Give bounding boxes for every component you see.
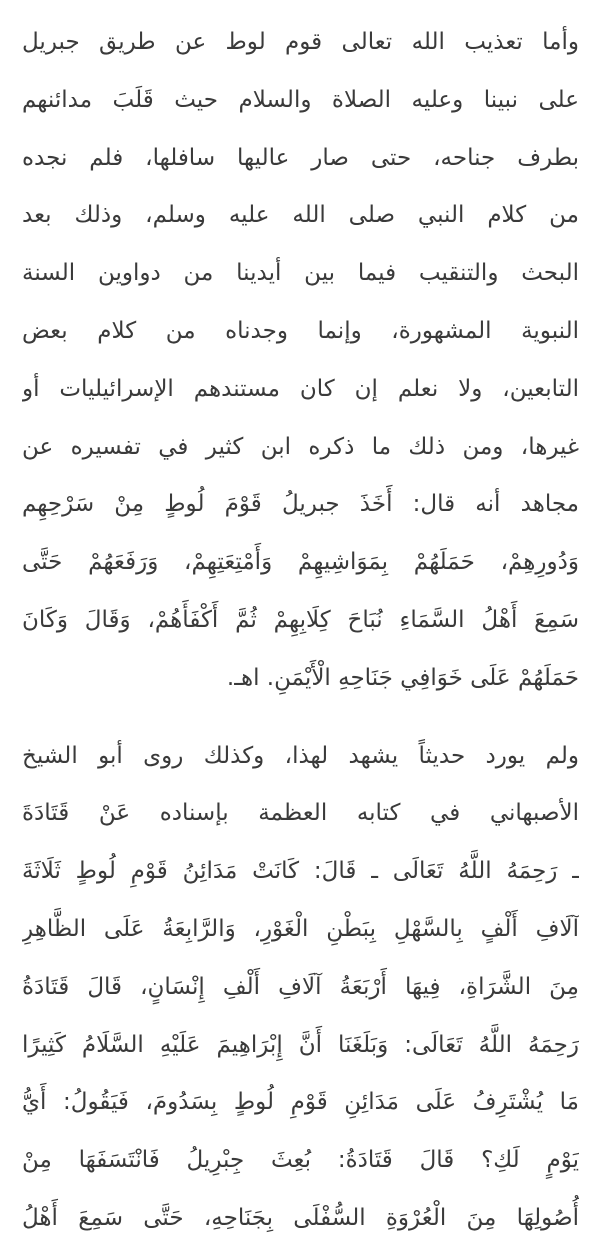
text-line: مَا يُشْتَرِفُ عَلَى مَدَائِنِ قَوْمِ لُوطٍ بِسَدُومَ، فَيَقُولُ: أَيُّ [22, 1089, 579, 1116]
text-line: مِنَ الشَّرَاةِ، فِيهَا أَرْبَعَةُ آلَافِ أَلْفِ إِنْسَانٍ، قَالَ قَتَادَةُ [22, 973, 579, 1000]
text-line: آلَافِ أَلْفٍ بِالسَّهْلِ بِبَطْنِ الْغَوْرِ، وَالرَّابِعَةُ عَلَى الظَّاهِرِ [22, 915, 579, 942]
paragraph-2 [22, 728, 579, 1248]
text-line: رَحِمَهُ اللَّهُ تَعَالَى: وَبَلَغَنَا أَنَّ إِبْرَاهِيمَ عَلَيْهِ السَّلَامُ كَثِيرًا [22, 1031, 579, 1058]
text-line: ـ رَحِمَهُ اللَّهُ تَعَالَى ـ قَالَ: كَانَتْ مَدَائِنُ قَوْمِ لُوطٍ ثَلَاثَةَ [22, 858, 579, 885]
text-line: حَمَلَهُمْ عَلَى خَوَافِي جَنَاحِهِ الْأَيْمَنِ. اهـ. [226, 664, 579, 691]
text-line: البحث والتنقيب فيما بين أيدينا من دواوين السنة [22, 260, 579, 287]
text-line: على نبينا وعليه الصلاة والسلام حيث قَلَبَ مدائنهم [22, 86, 579, 113]
text-line: الأصبهاني في كتابه العظمة بإسناده عَنْ قَتَادَةَ [22, 800, 579, 827]
paragraph-1 [22, 14, 579, 708]
text-line: يَوْمٍ لَكِ؟ قَالَ قَتَادَةُ: بُعِثَ جِبْرِيلُ فَانْتَسَفَهَا مِنْ [22, 1147, 579, 1174]
text-line: ولم يورد حديثاً يشهد لهذا، وكذلك روى أبو الشيخ [22, 742, 579, 769]
text-line: وأما تعذيب الله تعالى قوم لوط عن طريق جبريل [22, 29, 579, 55]
text-line: أُصُولِهَا مِنَ الْعُرْوَةِ السُّفْلَى بِجَنَاحِهِ، حَتَّى سَمِعَ أَهْلُ [22, 1204, 579, 1231]
text-line: من كلام النبي صلى الله عليه وسلم، وذلك بعد [22, 202, 579, 229]
text-line: مجاهد أنه قال: أَخَذَ جبريلُ قَوْمَ لُوطٍ مِنْ سَرْحِهِم [22, 491, 579, 518]
text-line: سَمِعَ أَهْلُ السَّمَاءِ نُبَاحَ كِلَابِهِمْ ثُمَّ أَكْفَأَهُمْ، وَقَالَ وَكَانَ [22, 606, 579, 633]
text-line: التابعين، ولا نعلم إن كان مستندهم الإسرائيليات أو [22, 375, 579, 402]
text-line: وَدُورِهِمْ، حَمَلَهُمْ بِمَوَاشِيهِمْ وَأَمْتِعَتِهِمْ، وَرَفَعَهُمْ حَتَّى [22, 549, 579, 576]
text-line: النبوية المشهورة، وإنما وجدناه من كلام بعض [22, 317, 579, 344]
text-line: بطرف جناحه، حتى صار عاليها سافلها، فلم نجده [22, 144, 579, 171]
text-line: غيرها، ومن ذلك ما ذكره ابن كثير في تفسيره عن [22, 433, 579, 460]
